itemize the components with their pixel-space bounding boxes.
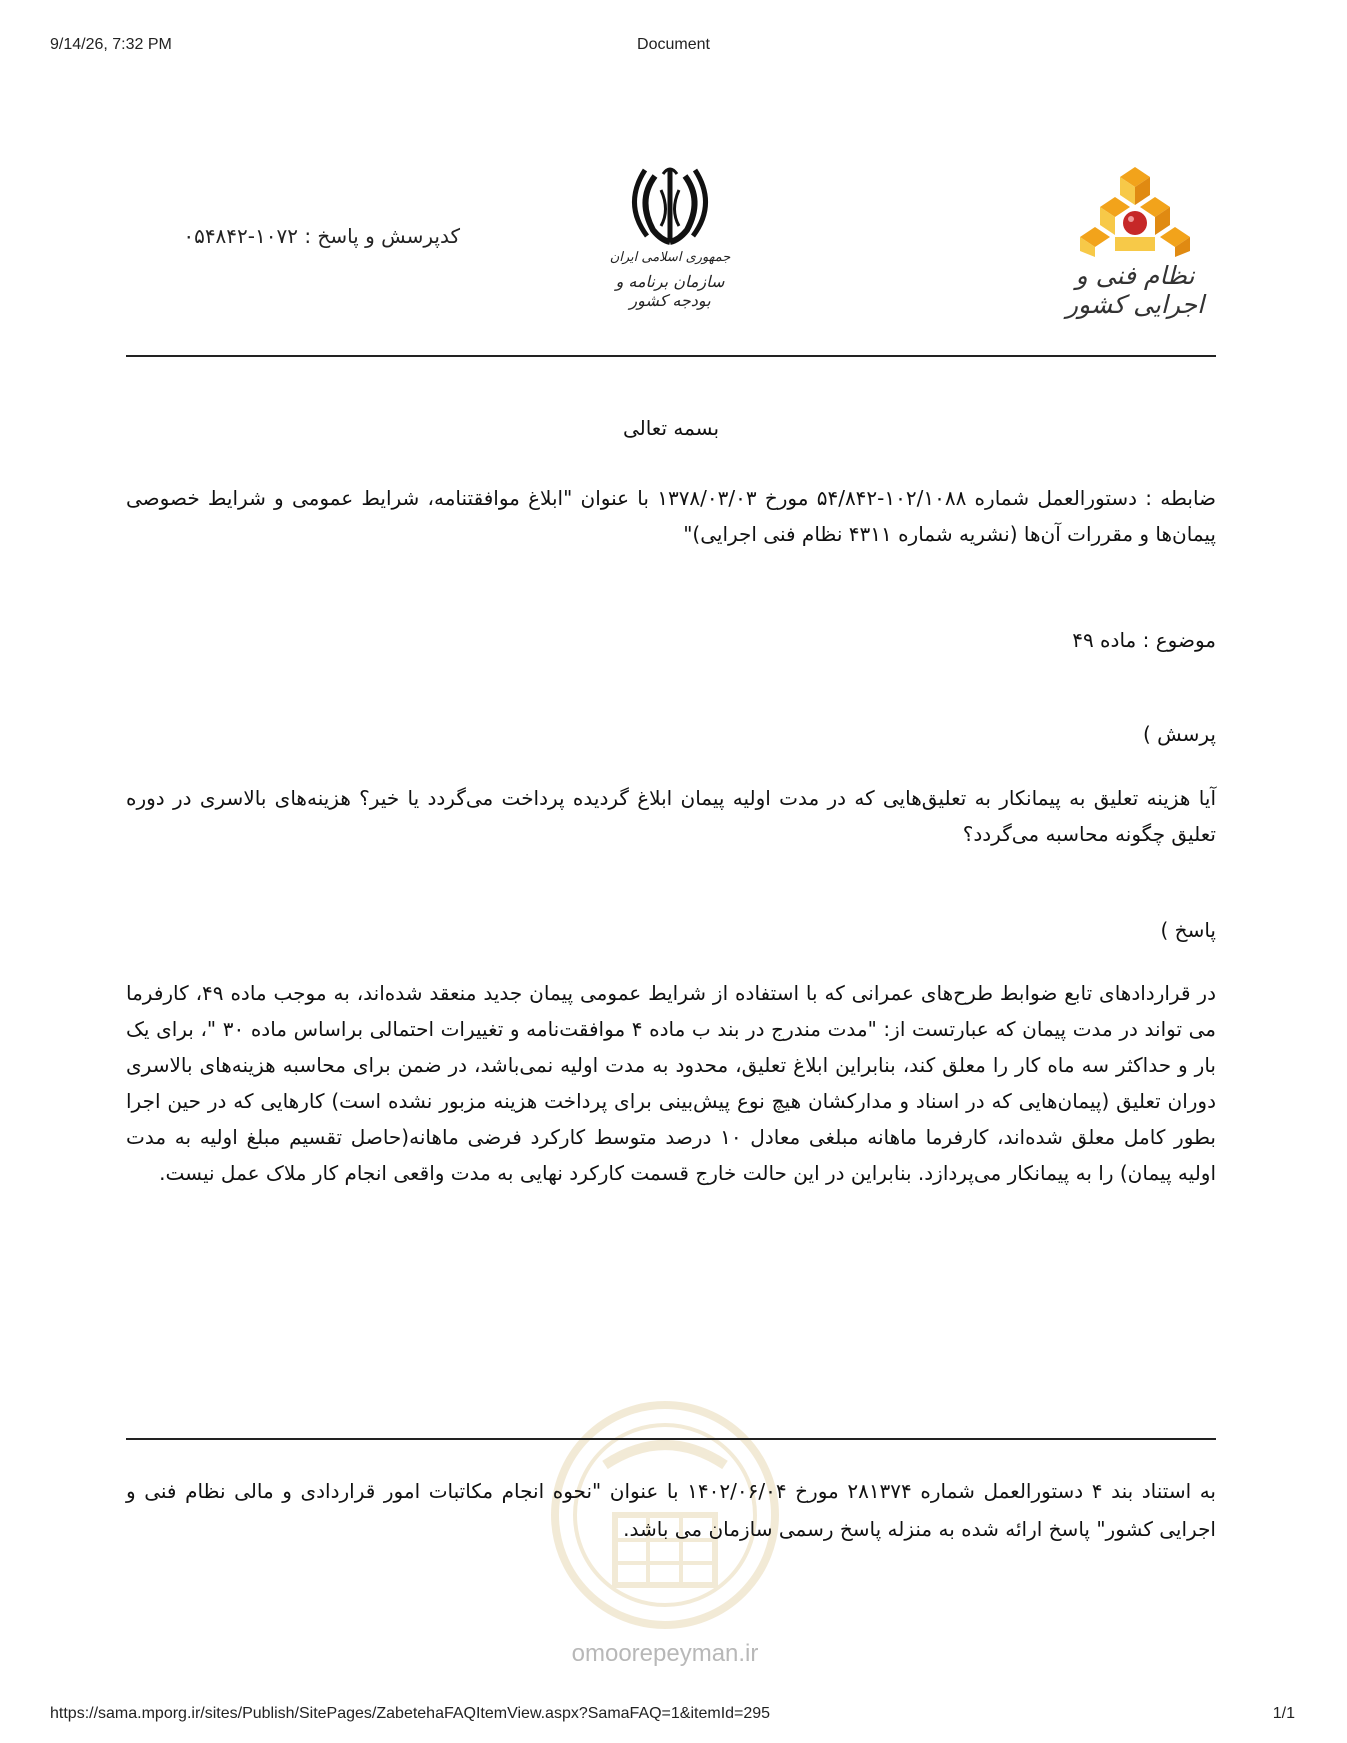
salutation: بسمه تعالی	[622, 416, 720, 440]
answer-text: در قراردادهای تابع ضوابط طرح‌های عمرانی که با استفاده از شرایط عمومی پیمان جدید منعقد شده‌اند، به موجب ماده ۴۹، کارفرما می تواند در مدت پیمان که عبارتست از: "مدت مندرج در بند ب ماده ۴ موافقت‌نامه و تغییرات احتمالی براساس ماده ۳۰ "، برای یک بار و حداکثر سه ماه کار را معلق کند، بنابراین ابلاغ تعلیق، محدود به مدت اولیه نمی‌باشد، در ضمن برای محاسبه هزینه‌های بالاسری دوران تعلیق (پیمان‌هایی که در اسناد و مدارکشان هیچ نوع پیش‌بینی برای پرداخت هزینه مزبور نشده است) کارهایی که در حین اجرا بطور کامل معلق شده‌اند، کارفرما ماهانه مبلغی معادل ۱۰ درصد متوسط کارکرد فرضی ماهانه(حاصل تقسیم مبلغ اولیه به مدت اولیه پیمان) را به پیمانکار می‌پردازد. بنابراین در این حالت خارج قسمت کارکرد نهایی به مدت واقعی انجام کار ملاک عمل نیست.	[126, 981, 1217, 1185]
official-response-note: به استناد بند ۴ دستورالعمل شماره ۲۸۱۳۷۴ مورخ ۱۴۰۲/۰۶/۰۴ با عنوان "نحوه انجام مکاتبات امور قراردادی و مالی نظام فنی و اجرایی کشور" پاسخ ارائه شده به منزله پاسخ رسمی سازمان می باشد.	[126, 1479, 1216, 1541]
print-date: 9/14/26, 7:32 PM	[50, 36, 172, 53]
print-footer	[0, 1705, 1347, 1729]
answer-heading: پاسخ )	[1160, 918, 1216, 942]
footer-divider	[126, 1438, 1216, 1440]
print-page-number: 1/1	[1272, 1705, 1295, 1722]
print-title: Document	[637, 36, 710, 53]
regulation-reference: ضابطه : دستورالعمل شماره ۱۰۲/۱۰۸۸-۵۴/۸۴۲ مورخ ۱۳۷۸/۰۳/۰۳ با عنوان "ابلاغ موافقتنامه، شرایط عمومی و شرایط خصوصی پیمان‌ها و مقررات آن‌ها (نشریه شماره ۴۳۱۱ نظام فنی اجرایی)"	[126, 486, 1217, 546]
nezam-fanni-logo	[1060, 165, 1210, 325]
cube-pyramid-logo-icon	[1060, 165, 1210, 260]
question-text: آیا هزینه تعلیق به پیمانکار به تعلیق‌هایی که در مدت اولیه پیمان ابلاغ گردیده پرداخت می‌گردد یا خیر؟ هزینه‌های بالاسری در دوره تعلیق چگونه محاسبه می‌گردد؟	[126, 786, 1216, 846]
emblem-caption-2: سازمان برنامه و بودجه کشور	[615, 272, 725, 310]
watermark-site: omoorepeyman.ir	[571, 1640, 759, 1667]
subject-line: موضوع : ماده ۴۹	[1072, 628, 1216, 652]
question-heading: پرسش )	[1142, 722, 1216, 746]
print-header	[0, 36, 1347, 60]
iran-emblem	[595, 160, 745, 310]
emblem-caption-1: جمهوری اسلامی ایران	[609, 250, 731, 265]
print-url: https://sama.mporg.ir/sites/Publish/SitePages/ZabetehaFAQItemView.aspx?SamaFAQ=1&itemId=295	[50, 1705, 771, 1722]
header-divider	[126, 355, 1216, 357]
logo-caption: نظام فنی و اجرایی کشور	[1065, 261, 1205, 319]
iran-emblem-icon	[625, 160, 715, 248]
faq-code: کدپرسش و پاسخ : ۱۰۷۲-۰۵۴۸۴۲	[183, 224, 460, 248]
